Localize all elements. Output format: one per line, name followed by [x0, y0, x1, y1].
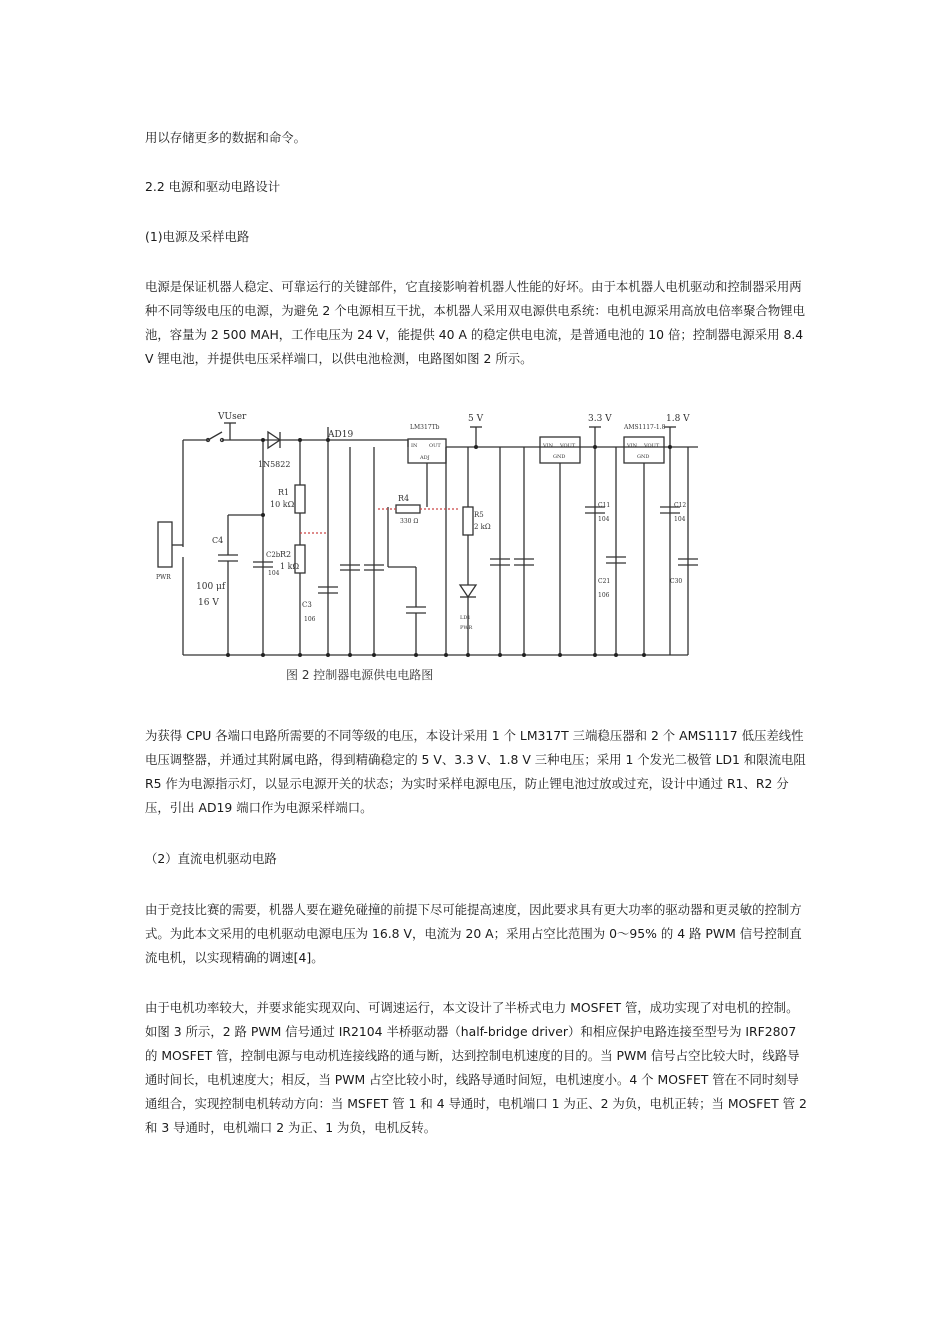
label-ld1-pwr: PWR: [460, 625, 473, 631]
label-r2-value: 1 kΩ: [280, 562, 300, 571]
label-5v: 5 V: [468, 414, 484, 424]
label-c12-value: 104: [674, 516, 686, 523]
label-c4-value2: 16 V: [198, 598, 219, 608]
label-c4-value1: 100 μf: [196, 582, 226, 592]
label-c4: C4: [212, 536, 224, 545]
label-c12: C12: [674, 502, 687, 509]
label-3v3: 3.3 V: [588, 414, 612, 424]
label-ld1: LD1: [460, 615, 471, 621]
circuit-diagram: [156, 407, 698, 687]
label-r5: R5: [474, 511, 484, 519]
label-ams1-gnd: GND: [553, 454, 566, 460]
label-ams: AMS1117-1.8: [624, 424, 666, 431]
label-r1: R1: [278, 488, 290, 497]
label-lm-adj: ADJ: [420, 455, 430, 461]
label-ams2-vout: VOUT: [644, 443, 660, 449]
subsection-heading-motor: （2）直流电机驱动电路: [145, 851, 277, 866]
label-c21-value: 106: [598, 592, 610, 599]
paragraph-voltage-regulation: 为获得 CPU 各端口电路所需要的不同等级的电压，本设计采用 1 个 LM317T 三端稳压器和 2 个 AMS1117 低压差线性电压调整器，并通过其附属电路，得到精确稳定的 5 V、3.3 V、1.8 V 三种电压；采用 1 个发光二极管 LD1 和限流电阻 R5 作为电源指示灯，以显示电源开关的状态；为实时采样电源电压，防止锂电池过放或过充，设计中通过 R1、R2 分压，引出 AD19 端口作为电源采样端口。: [145, 728, 806, 815]
label-c11-value: 104: [598, 516, 610, 523]
label-ams2-vin: VIN: [627, 443, 637, 449]
label-c2b-value: 104: [268, 570, 280, 577]
circuit-figure: [156, 407, 698, 687]
label-c3: C3: [302, 601, 312, 609]
label-r4-value: 330 Ω: [400, 518, 419, 525]
label-r4: R4: [398, 494, 410, 503]
label-c2b: C2b: [266, 551, 281, 559]
label-c21: C21: [598, 578, 611, 585]
label-ams1-vin: VIN: [543, 443, 553, 449]
label-r1-value: 10 kΩ: [270, 500, 295, 509]
label-vuser: VUser: [218, 412, 247, 422]
label-c30: C30: [670, 578, 683, 585]
label-lm-in: IN: [411, 443, 418, 449]
label-r2: R2: [280, 550, 292, 559]
label-ams2-gnd: GND: [637, 454, 650, 460]
label-ad19: AD19: [328, 430, 354, 440]
paragraph-mosfet: 由于电机功率较大，并要求能实现双向、可调速运行，本文设计了半桥式电力 MOSFET 管，成功实现了对电机的控制。如图 3 所示，2 路 PWM 信号通过 IR2104 半桥驱动器（half-bridge driver）和相应保护电路连接至型号为 IRF2807 的 MOSFET 管，控制电源与电动机连接线路的通与断，达到控制电机速度的目的。当 PWM 信号占空比较大时，线路导通时间长，电机速度大；相反，当 PWM 占空比较小时，线路导通时间短，电机速度小。4 个 MOSFET 管在不同时刻导通组合，实现控制电机转动方向：当 MSFET 管 1 和 4 导通时，电机端口 1 为正、2 为负，电机正转；当 MOSFET 管 2 和 3 导通时，电机端口 2 为正、1 为负，电机反转。: [145, 1000, 807, 1135]
label-lm317: LM317Tb: [410, 424, 440, 431]
label-ams1-vout: VOUT: [560, 443, 576, 449]
label-diode: 1N5822: [258, 460, 291, 469]
paragraph-power-supply: 电源是保证机器人稳定、可靠运行的关键部件，它直接影响着机器人性能的好坏。由于本机器人电机驱动和控制器采用两种不同等级电压的电源，为避免 2 个电源相互干扰，本机器人采用双电源供电系统：电机电源采用高放电倍率聚合物锂电池，容量为 2 500 MAH，工作电压为 24 V，能提供 40 A 的稳定供电电流，是普通电池的 10 倍；控制器电源采用 8.4 V 锂电池，并提供电压采样端口，以供电池检测，电路图如图 2 所示。: [145, 279, 806, 366]
label-1v8: 1.8 V: [666, 414, 690, 424]
label-lm-out: OUT: [429, 443, 441, 449]
label-r5-value: 2 kΩ: [474, 523, 491, 531]
label-c11: C11: [598, 502, 611, 509]
section-heading-2-2: 2.2 电源和驱动电路设计: [145, 179, 281, 194]
label-c3-value: 106: [304, 616, 316, 623]
paragraph-motor-drive: 由于竞技比赛的需要，机器人要在避免碰撞的前提下尽可能提高速度，因此要求具有更大功率的驱动器和更灵敏的控制方式。为此本文采用的电机驱动电源电压为 16.8 V，电流为 20 A；采用占空比范围为 0～95% 的 4 路 PWM 信号控制直流电机，以实现精确的调速[4]。: [145, 902, 802, 965]
subsection-heading-power: (1)电源及采样电路: [145, 229, 250, 244]
label-pwr: PWR: [156, 574, 171, 581]
figure-caption: 图 2 控制器电源供电电路图: [286, 668, 434, 682]
paragraph-intro: 用以存储更多的数据和命令。: [145, 130, 307, 145]
